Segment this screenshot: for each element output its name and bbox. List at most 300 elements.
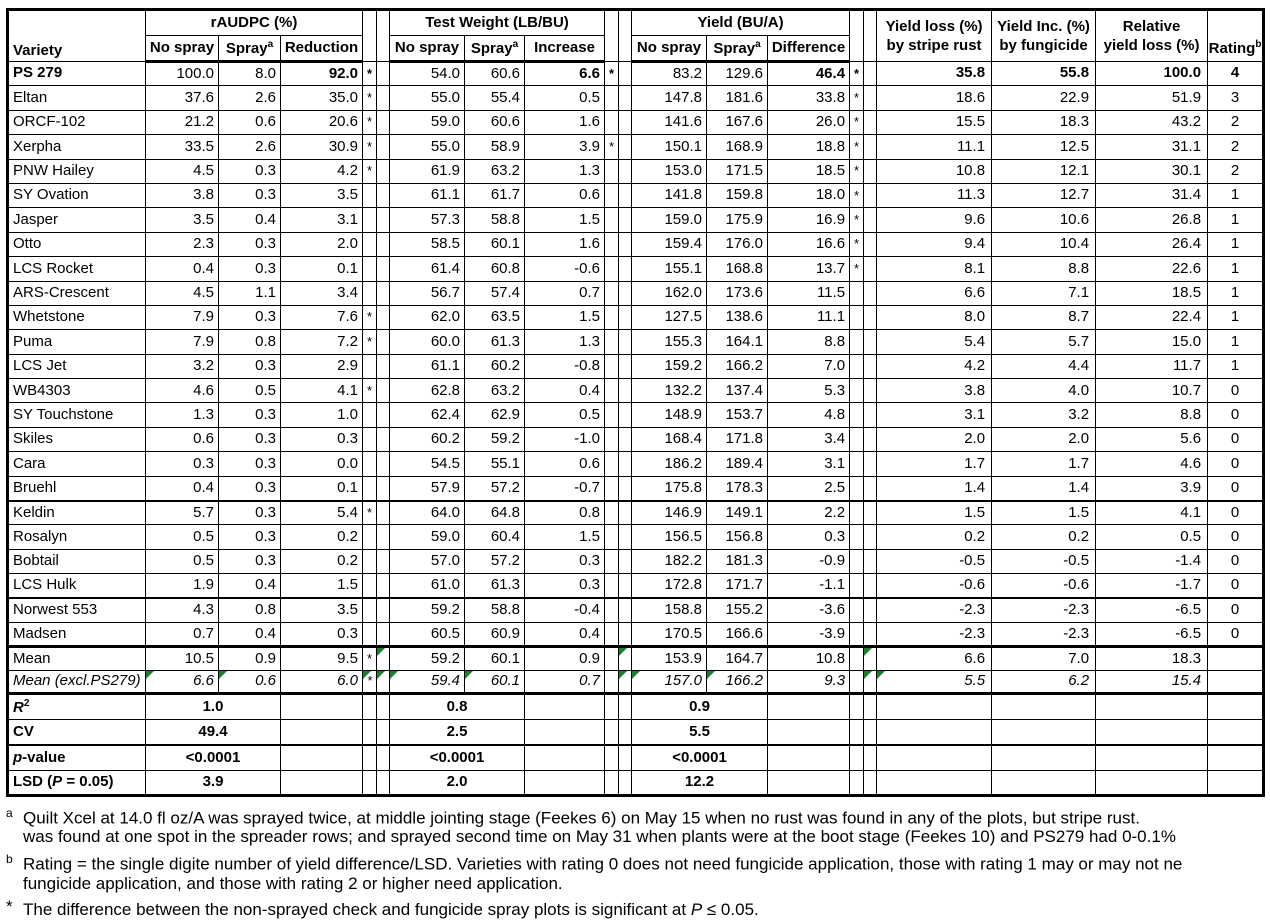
table-cell[interactable]: 10.7 bbox=[1096, 379, 1208, 403]
table-cell[interactable]: 1.9 bbox=[146, 574, 219, 598]
table-cell[interactable]: 61.0 bbox=[390, 574, 465, 598]
table-cell[interactable]: 0 bbox=[1208, 476, 1264, 500]
empty-spacer-cell[interactable] bbox=[619, 694, 632, 720]
table-cell[interactable]: 62.8 bbox=[390, 379, 465, 403]
table-cell[interactable] bbox=[850, 501, 864, 525]
table-cell[interactable] bbox=[363, 257, 377, 281]
spacer-cell[interactable] bbox=[619, 62, 632, 86]
table-cell[interactable]: 0.6 bbox=[146, 427, 219, 451]
table-cell[interactable]: 4 bbox=[1208, 62, 1264, 86]
empty-calc-cell[interactable] bbox=[281, 745, 363, 771]
table-cell[interactable] bbox=[605, 670, 619, 694]
spacer-cell[interactable] bbox=[864, 622, 877, 646]
spacer-cell[interactable] bbox=[864, 452, 877, 476]
table-cell[interactable]: 1.4 bbox=[992, 476, 1096, 500]
table-cell[interactable]: 4.4 bbox=[992, 354, 1096, 378]
empty-cell[interactable] bbox=[877, 719, 992, 745]
table-cell[interactable]: 4.6 bbox=[1096, 452, 1208, 476]
table-cell[interactable] bbox=[1208, 647, 1264, 671]
spacer-cell[interactable] bbox=[619, 501, 632, 525]
table-cell[interactable]: 0.3 bbox=[219, 501, 281, 525]
empty-cell[interactable] bbox=[1096, 770, 1208, 796]
table-cell[interactable]: 0.5 bbox=[146, 549, 219, 573]
header-relative-yield-loss[interactable] bbox=[1096, 10, 1208, 62]
empty-significance-cell[interactable] bbox=[363, 719, 377, 745]
table-cell[interactable] bbox=[850, 403, 864, 427]
table-cell[interactable]: 58.5 bbox=[390, 232, 465, 256]
table-cell[interactable]: 1.7 bbox=[877, 452, 992, 476]
subheader-spray[interactable]: Spray$^a$ bbox=[219, 36, 281, 62]
table-cell[interactable]: -0.8 bbox=[525, 354, 605, 378]
table-cell[interactable]: 155.3 bbox=[632, 330, 707, 354]
table-cell[interactable]: 100.0 bbox=[146, 62, 219, 86]
table-cell[interactable]: 189.4 bbox=[707, 452, 768, 476]
variety-column-header[interactable]: Variety bbox=[8, 10, 146, 62]
table-cell[interactable] bbox=[363, 549, 377, 573]
empty-cell[interactable] bbox=[992, 745, 1096, 771]
spacer-cell[interactable] bbox=[619, 622, 632, 646]
spacer-cell[interactable] bbox=[619, 452, 632, 476]
spacer-cell[interactable] bbox=[619, 159, 632, 183]
stat-value[interactable]: 1.0 bbox=[146, 694, 281, 720]
table-cell[interactable]: 8.8 bbox=[992, 257, 1096, 281]
table-cell[interactable]: 0.3 bbox=[768, 525, 850, 549]
group-header-raudpc[interactable]: rAUDPC (%) bbox=[146, 10, 363, 36]
row-label[interactable]: Jasper bbox=[8, 208, 146, 232]
table-cell[interactable]: -1.4 bbox=[1096, 549, 1208, 573]
table-cell[interactable] bbox=[363, 476, 377, 500]
table-cell[interactable]: 10.5 bbox=[146, 647, 219, 671]
table-cell[interactable]: 0 bbox=[1208, 549, 1264, 573]
table-cell[interactable]: 31.1 bbox=[1096, 135, 1208, 159]
table-cell[interactable]: 60.9 bbox=[465, 622, 525, 646]
table-cell[interactable]: 5.6 bbox=[1096, 427, 1208, 451]
spacer-cell[interactable] bbox=[619, 208, 632, 232]
spacer-cell[interactable] bbox=[377, 476, 390, 500]
table-cell[interactable]: 9.3 bbox=[768, 670, 850, 694]
spacer-cell[interactable] bbox=[864, 281, 877, 305]
empty-significance-cell[interactable] bbox=[850, 719, 864, 745]
table-cell[interactable]: 0.4 bbox=[219, 622, 281, 646]
table-cell[interactable]: 0.3 bbox=[219, 427, 281, 451]
table-cell[interactable]: 5.4 bbox=[877, 330, 992, 354]
table-cell[interactable] bbox=[605, 281, 619, 305]
table-cell[interactable]: 0.3 bbox=[219, 452, 281, 476]
spacer-cell[interactable] bbox=[864, 574, 877, 598]
table-cell[interactable]: 4.0 bbox=[992, 379, 1096, 403]
row-label[interactable]: ARS-Crescent bbox=[8, 281, 146, 305]
table-cell[interactable]: 61.1 bbox=[390, 354, 465, 378]
table-cell[interactable]: 59.0 bbox=[390, 525, 465, 549]
table-cell[interactable]: 0.3 bbox=[219, 305, 281, 329]
table-cell[interactable]: -0.9 bbox=[768, 549, 850, 573]
table-cell[interactable] bbox=[850, 305, 864, 329]
table-cell[interactable]: 1.1 bbox=[219, 281, 281, 305]
table-cell[interactable] bbox=[850, 549, 864, 573]
table-cell[interactable]: 0.6 bbox=[219, 670, 281, 694]
table-cell[interactable]: 6.6 bbox=[146, 670, 219, 694]
empty-significance-cell[interactable] bbox=[850, 770, 864, 796]
table-cell[interactable]: 181.6 bbox=[707, 86, 768, 110]
table-cell[interactable]: -0.7 bbox=[525, 476, 605, 500]
table-cell[interactable] bbox=[850, 574, 864, 598]
spacer-cell[interactable] bbox=[377, 574, 390, 598]
table-cell[interactable] bbox=[605, 110, 619, 134]
table-cell[interactable]: 6.6 bbox=[877, 647, 992, 671]
table-cell[interactable]: 2.5 bbox=[768, 476, 850, 500]
table-cell[interactable] bbox=[605, 86, 619, 110]
table-cell[interactable]: 26.4 bbox=[1096, 232, 1208, 256]
empty-spacer-cell[interactable] bbox=[377, 770, 390, 796]
spacer-cell[interactable] bbox=[619, 670, 632, 694]
table-cell[interactable]: 57.3 bbox=[390, 208, 465, 232]
table-cell[interactable]: 157.0 bbox=[632, 670, 707, 694]
table-cell[interactable]: 18.3 bbox=[1096, 647, 1208, 671]
empty-calc-cell[interactable] bbox=[525, 745, 605, 771]
table-cell[interactable]: 11.1 bbox=[877, 135, 992, 159]
table-cell[interactable] bbox=[850, 622, 864, 646]
table-cell[interactable]: 171.7 bbox=[707, 574, 768, 598]
table-cell[interactable] bbox=[605, 476, 619, 500]
empty-cell[interactable] bbox=[1096, 719, 1208, 745]
table-cell[interactable]: 3.1 bbox=[281, 208, 363, 232]
table-cell[interactable]: 0.1 bbox=[281, 257, 363, 281]
table-cell[interactable]: -3.6 bbox=[768, 598, 850, 622]
table-cell[interactable]: 7.0 bbox=[768, 354, 850, 378]
empty-spacer-cell[interactable] bbox=[864, 745, 877, 771]
row-label[interactable]: Whetstone bbox=[8, 305, 146, 329]
row-label[interactable]: WB4303 bbox=[8, 379, 146, 403]
row-label[interactable]: ORCF-102 bbox=[8, 110, 146, 134]
spacer-cell[interactable] bbox=[864, 403, 877, 427]
stat-label[interactable]: LSD (P = 0.05) bbox=[8, 770, 146, 796]
table-cell[interactable]: 60.6 bbox=[465, 110, 525, 134]
stat-value[interactable]: 5.5 bbox=[632, 719, 768, 745]
table-cell[interactable] bbox=[850, 281, 864, 305]
table-cell[interactable]: 1.7 bbox=[992, 452, 1096, 476]
spacer-cell[interactable] bbox=[377, 427, 390, 451]
empty-calc-cell[interactable] bbox=[768, 694, 850, 720]
table-cell[interactable]: 22.6 bbox=[1096, 257, 1208, 281]
table-cell[interactable]: 0 bbox=[1208, 525, 1264, 549]
row-label[interactable]: SY Ovation bbox=[8, 183, 146, 207]
spacer-cell[interactable] bbox=[377, 62, 390, 86]
spacer-cell[interactable] bbox=[864, 647, 877, 671]
table-cell[interactable]: 5.5 bbox=[877, 670, 992, 694]
table-cell[interactable]: 170.5 bbox=[632, 622, 707, 646]
table-cell[interactable]: 171.5 bbox=[707, 159, 768, 183]
table-cell[interactable]: 18.6 bbox=[877, 86, 992, 110]
spacer-cell[interactable] bbox=[864, 379, 877, 403]
empty-cell[interactable] bbox=[992, 694, 1096, 720]
table-cell[interactable]: 3.9 bbox=[525, 135, 605, 159]
table-cell[interactable] bbox=[363, 403, 377, 427]
table-cell[interactable]: 20.6 bbox=[281, 110, 363, 134]
table-cell[interactable]: * bbox=[850, 62, 864, 86]
table-cell[interactable]: 0.3 bbox=[219, 549, 281, 573]
spacer-cell[interactable] bbox=[619, 403, 632, 427]
significance-column[interactable] bbox=[850, 10, 864, 62]
table-cell[interactable]: 0.5 bbox=[525, 86, 605, 110]
table-cell[interactable] bbox=[605, 647, 619, 671]
table-cell[interactable]: 9.4 bbox=[877, 232, 992, 256]
table-cell[interactable]: 35.8 bbox=[877, 62, 992, 86]
table-cell[interactable]: 60.1 bbox=[465, 670, 525, 694]
table-cell[interactable]: 2.2 bbox=[768, 501, 850, 525]
table-cell[interactable]: 0.3 bbox=[219, 232, 281, 256]
spacer-cell[interactable] bbox=[864, 670, 877, 694]
table-cell[interactable]: 1.3 bbox=[525, 159, 605, 183]
table-cell[interactable]: 100.0 bbox=[1096, 62, 1208, 86]
table-cell[interactable]: -1.7 bbox=[1096, 574, 1208, 598]
significance-column[interactable] bbox=[363, 10, 377, 62]
table-cell[interactable]: 0.3 bbox=[525, 574, 605, 598]
table-cell[interactable]: 3.8 bbox=[146, 183, 219, 207]
table-cell[interactable] bbox=[605, 403, 619, 427]
table-cell[interactable]: 61.7 bbox=[465, 183, 525, 207]
table-cell[interactable]: 0 bbox=[1208, 598, 1264, 622]
table-cell[interactable]: 4.2 bbox=[281, 159, 363, 183]
table-cell[interactable]: 1 bbox=[1208, 208, 1264, 232]
table-cell[interactable]: 1 bbox=[1208, 257, 1264, 281]
table-cell[interactable]: -0.6 bbox=[992, 574, 1096, 598]
subheader-increase[interactable]: Increase bbox=[525, 36, 605, 62]
spacer-cell[interactable] bbox=[864, 62, 877, 86]
table-cell[interactable]: 18.5 bbox=[768, 159, 850, 183]
table-cell[interactable]: 0.2 bbox=[992, 525, 1096, 549]
stat-label[interactable]: $R^2$ bbox=[8, 694, 146, 720]
table-cell[interactable]: 8.1 bbox=[877, 257, 992, 281]
table-cell[interactable]: 37.6 bbox=[146, 86, 219, 110]
row-label[interactable]: Eltan bbox=[8, 86, 146, 110]
table-cell[interactable]: 171.8 bbox=[707, 427, 768, 451]
table-cell[interactable] bbox=[605, 452, 619, 476]
table-cell[interactable]: 60.2 bbox=[390, 427, 465, 451]
spacer-cell[interactable] bbox=[864, 549, 877, 573]
table-cell[interactable]: 0.3 bbox=[219, 183, 281, 207]
row-label[interactable]: Bruehl bbox=[8, 476, 146, 500]
table-cell[interactable]: 60.1 bbox=[465, 232, 525, 256]
table-cell[interactable]: 0.3 bbox=[525, 549, 605, 573]
table-cell[interactable]: 7.9 bbox=[146, 305, 219, 329]
table-cell[interactable]: 0.3 bbox=[219, 476, 281, 500]
empty-significance-cell[interactable] bbox=[850, 694, 864, 720]
table-cell[interactable]: 0.5 bbox=[1096, 525, 1208, 549]
table-cell[interactable]: 2 bbox=[1208, 110, 1264, 134]
table-cell[interactable]: 43.2 bbox=[1096, 110, 1208, 134]
table-cell[interactable]: 5.7 bbox=[146, 501, 219, 525]
table-cell[interactable]: 0.3 bbox=[281, 427, 363, 451]
table-cell[interactable] bbox=[850, 379, 864, 403]
table-cell[interactable]: 0.3 bbox=[219, 525, 281, 549]
table-cell[interactable] bbox=[363, 574, 377, 598]
table-cell[interactable]: 178.3 bbox=[707, 476, 768, 500]
table-cell[interactable]: 18.0 bbox=[768, 183, 850, 207]
table-cell[interactable]: 22.9 bbox=[992, 86, 1096, 110]
table-cell[interactable]: 1.5 bbox=[525, 208, 605, 232]
table-cell[interactable]: * bbox=[363, 670, 377, 694]
spacer-cell[interactable] bbox=[619, 281, 632, 305]
spacer-cell[interactable] bbox=[619, 86, 632, 110]
table-cell[interactable]: 1.5 bbox=[525, 305, 605, 329]
table-cell[interactable] bbox=[363, 208, 377, 232]
table-cell[interactable]: 58.8 bbox=[465, 208, 525, 232]
table-cell[interactable]: 0.3 bbox=[219, 403, 281, 427]
table-cell[interactable]: 2.0 bbox=[877, 427, 992, 451]
spacer-cell[interactable] bbox=[619, 574, 632, 598]
empty-calc-cell[interactable] bbox=[281, 694, 363, 720]
table-cell[interactable]: 8.0 bbox=[219, 62, 281, 86]
table-cell[interactable] bbox=[605, 354, 619, 378]
table-cell[interactable]: 55.0 bbox=[390, 135, 465, 159]
table-cell[interactable] bbox=[850, 452, 864, 476]
table-cell[interactable]: 166.2 bbox=[707, 354, 768, 378]
subheader-no-spray[interactable]: No spray bbox=[632, 36, 707, 62]
table-cell[interactable] bbox=[605, 183, 619, 207]
subheader-spray[interactable]: Spray$^a$ bbox=[707, 36, 768, 62]
empty-spacer-cell[interactable] bbox=[377, 719, 390, 745]
table-cell[interactable]: -3.9 bbox=[768, 622, 850, 646]
spacer-cell[interactable] bbox=[864, 427, 877, 451]
table-cell[interactable]: 1 bbox=[1208, 330, 1264, 354]
table-cell[interactable]: 11.1 bbox=[768, 305, 850, 329]
spacer-cell[interactable] bbox=[377, 670, 390, 694]
table-cell[interactable]: 0.3 bbox=[219, 354, 281, 378]
table-cell[interactable]: 59.2 bbox=[390, 647, 465, 671]
empty-cell[interactable] bbox=[992, 719, 1096, 745]
spacer-cell[interactable] bbox=[864, 501, 877, 525]
table-cell[interactable]: 12.1 bbox=[992, 159, 1096, 183]
row-label[interactable]: Keldin bbox=[8, 501, 146, 525]
table-cell[interactable]: 162.0 bbox=[632, 281, 707, 305]
table-cell[interactable]: -0.6 bbox=[525, 257, 605, 281]
table-cell[interactable]: 0.8 bbox=[219, 330, 281, 354]
table-cell[interactable]: 2.9 bbox=[281, 354, 363, 378]
table-cell[interactable]: 8.0 bbox=[877, 305, 992, 329]
spacer-cell[interactable] bbox=[864, 305, 877, 329]
table-cell[interactable]: 35.0 bbox=[281, 86, 363, 110]
table-cell[interactable]: 0.7 bbox=[146, 622, 219, 646]
table-cell[interactable]: 62.9 bbox=[465, 403, 525, 427]
table-cell[interactable]: 8.8 bbox=[1096, 403, 1208, 427]
table-cell[interactable]: 0.4 bbox=[525, 379, 605, 403]
spacer-cell[interactable] bbox=[377, 110, 390, 134]
table-cell[interactable]: 61.3 bbox=[465, 574, 525, 598]
empty-cell[interactable] bbox=[992, 770, 1096, 796]
stat-value[interactable]: 3.9 bbox=[146, 770, 281, 796]
empty-cell[interactable] bbox=[1208, 745, 1264, 771]
table-cell[interactable]: 4.8 bbox=[768, 403, 850, 427]
table-cell[interactable]: 1 bbox=[1208, 183, 1264, 207]
empty-spacer-cell[interactable] bbox=[377, 694, 390, 720]
table-cell[interactable] bbox=[363, 232, 377, 256]
table-cell[interactable]: -0.5 bbox=[877, 549, 992, 573]
table-cell[interactable]: * bbox=[850, 208, 864, 232]
spacer-cell[interactable] bbox=[619, 647, 632, 671]
table-cell[interactable]: 1 bbox=[1208, 281, 1264, 305]
table-cell[interactable]: 166.6 bbox=[707, 622, 768, 646]
table-cell[interactable]: 62.0 bbox=[390, 305, 465, 329]
table-cell[interactable]: 10.8 bbox=[877, 159, 992, 183]
table-cell[interactable]: 57.9 bbox=[390, 476, 465, 500]
table-cell[interactable]: 63.2 bbox=[465, 379, 525, 403]
spacer-column[interactable] bbox=[864, 10, 877, 62]
table-cell[interactable]: 0.2 bbox=[281, 549, 363, 573]
table-cell[interactable] bbox=[363, 525, 377, 549]
row-label[interactable]: Norwest 553 bbox=[8, 598, 146, 622]
table-cell[interactable]: -0.4 bbox=[525, 598, 605, 622]
table-cell[interactable]: 12.7 bbox=[992, 183, 1096, 207]
spacer-cell[interactable] bbox=[377, 159, 390, 183]
table-cell[interactable]: 61.1 bbox=[390, 183, 465, 207]
table-cell[interactable]: 33.5 bbox=[146, 135, 219, 159]
table-cell[interactable]: 0 bbox=[1208, 574, 1264, 598]
spacer-cell[interactable] bbox=[864, 232, 877, 256]
table-cell[interactable]: 0.3 bbox=[146, 452, 219, 476]
table-cell[interactable]: 2.6 bbox=[219, 135, 281, 159]
spacer-cell[interactable] bbox=[619, 354, 632, 378]
row-label[interactable]: Puma bbox=[8, 330, 146, 354]
header-rating[interactable]: Rating$^b$ bbox=[1208, 10, 1264, 62]
table-cell[interactable]: 59.2 bbox=[465, 427, 525, 451]
table-cell[interactable]: 55.1 bbox=[465, 452, 525, 476]
table-cell[interactable]: 55.4 bbox=[465, 86, 525, 110]
table-cell[interactable]: 57.2 bbox=[465, 476, 525, 500]
empty-cell[interactable] bbox=[1096, 745, 1208, 771]
table-cell[interactable]: 150.1 bbox=[632, 135, 707, 159]
table-cell[interactable]: 15.5 bbox=[877, 110, 992, 134]
table-cell[interactable]: 6.6 bbox=[525, 62, 605, 86]
stat-value[interactable]: 12.2 bbox=[632, 770, 768, 796]
spacer-cell[interactable] bbox=[864, 86, 877, 110]
table-cell[interactable]: 31.4 bbox=[1096, 183, 1208, 207]
table-cell[interactable]: 16.6 bbox=[768, 232, 850, 256]
table-cell[interactable]: 0.6 bbox=[219, 110, 281, 134]
table-cell[interactable]: 168.9 bbox=[707, 135, 768, 159]
table-cell[interactable]: 2 bbox=[1208, 135, 1264, 159]
empty-calc-cell[interactable] bbox=[525, 770, 605, 796]
table-cell[interactable]: 1 bbox=[1208, 354, 1264, 378]
spacer-cell[interactable] bbox=[864, 598, 877, 622]
subheader-reduction[interactable]: Reduction bbox=[281, 36, 363, 62]
table-cell[interactable]: 30.1 bbox=[1096, 159, 1208, 183]
row-label[interactable]: Mean (excl.PS279) bbox=[8, 670, 146, 694]
table-cell[interactable]: 176.0 bbox=[707, 232, 768, 256]
table-cell[interactable]: 1.3 bbox=[525, 330, 605, 354]
table-cell[interactable]: 4.5 bbox=[146, 281, 219, 305]
spacer-cell[interactable] bbox=[377, 232, 390, 256]
stat-value[interactable]: 0.8 bbox=[390, 694, 525, 720]
spacer-cell[interactable] bbox=[619, 549, 632, 573]
empty-cell[interactable] bbox=[877, 745, 992, 771]
table-cell[interactable]: 6.0 bbox=[281, 670, 363, 694]
table-cell[interactable]: 18.8 bbox=[768, 135, 850, 159]
table-cell[interactable]: * bbox=[850, 159, 864, 183]
table-cell[interactable]: 3.5 bbox=[146, 208, 219, 232]
table-cell[interactable]: -6.5 bbox=[1096, 598, 1208, 622]
spacer-cell[interactable] bbox=[377, 403, 390, 427]
spacer-cell[interactable] bbox=[619, 427, 632, 451]
table-cell[interactable]: 0.4 bbox=[146, 257, 219, 281]
stat-label[interactable]: CV bbox=[8, 719, 146, 745]
table-cell[interactable]: 167.6 bbox=[707, 110, 768, 134]
table-cell[interactable]: 3.2 bbox=[146, 354, 219, 378]
table-cell[interactable]: 0 bbox=[1208, 452, 1264, 476]
table-cell[interactable] bbox=[850, 427, 864, 451]
table-cell[interactable]: 147.8 bbox=[632, 86, 707, 110]
spacer-cell[interactable] bbox=[864, 354, 877, 378]
table-cell[interactable]: 4.6 bbox=[146, 379, 219, 403]
